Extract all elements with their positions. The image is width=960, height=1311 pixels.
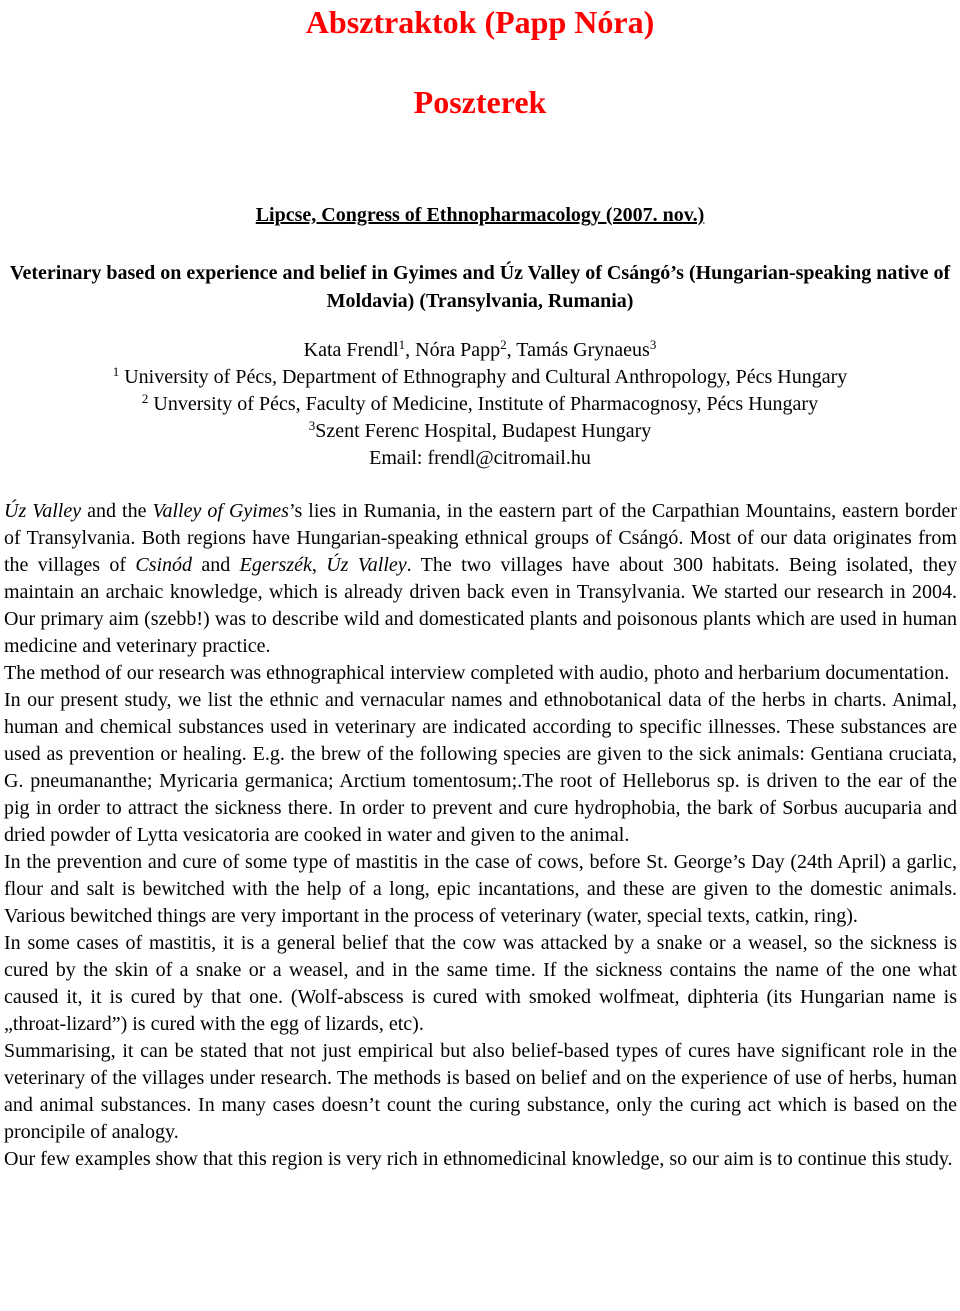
place-name: Egerszék bbox=[239, 554, 312, 576]
place-name: Úz Valley bbox=[326, 554, 407, 576]
affiliation-text: Szent Ferenc Hospital, Budapest Hungary bbox=[315, 420, 652, 442]
affiliation-line bbox=[0, 391, 960, 418]
place-name: Valley of Gyimes bbox=[152, 500, 289, 522]
place-name: Csinód bbox=[135, 554, 193, 576]
contact-email: Email: frendl@citromail.hu bbox=[369, 447, 591, 469]
abstract-paragraph: In some cases of mastitis, it is a general belief that the cow was attacked by a snake or a weasel, so the sickness is cured by the skin of a snake or a weasel, and in the same time. If the sickness contains the name of the one what caused it, it is cured by that one. (Wolf-abscess is cured with smoked wolfmeat, diphteria (its Hungarian name is „throat-lizard”) is cured with the egg of lizards, etc). bbox=[4, 932, 957, 1035]
conference-heading: Lipcse, Congress of Ethnopharmacology (2007. nov.) bbox=[255, 204, 705, 226]
abstract-body bbox=[4, 498, 957, 1173]
author-list: Kata Frendl$^1$, Nóra Papp$^2$, Tamás Grynaeus$^3$ bbox=[303, 337, 657, 361]
abstract-paragraph: Our few examples show that this region is very rich in ethnomedicinal knowledge, so our aim is to continue this study. bbox=[4, 1148, 953, 1170]
author-name: Tamás Grynaeus bbox=[516, 339, 650, 361]
poster-title: Veterinary based on experience and belief in Gyimes and Úz Valley of Csángó’s (Hungarian-speaking native of Moldavia) (Transylvania, Rumania) bbox=[9, 262, 951, 312]
abstract-paragraph bbox=[4, 498, 957, 660]
affiliation-line bbox=[0, 418, 960, 445]
paragraph-text: . The two villages have about 300 habitats. Being isolated, they maintain an archaic knowledge, which is already driven back even in Transylvania. We started our research in 2004. Our primary aim (szebb!) was to describe wild and domesticated plants and poisonous plants which are used in human medicine and veterinary practice. bbox=[4, 554, 957, 657]
author-affiliation-mark: 1 bbox=[398, 337, 406, 352]
affiliation-mark: 1 bbox=[112, 364, 120, 379]
affiliation-text: Unversity of Pécs, Faculty of Medicine, Institute of Pharmacognosy, Pécs Hungary bbox=[153, 393, 819, 415]
paragraph-text: and the bbox=[81, 500, 153, 522]
affiliation-line bbox=[0, 364, 960, 391]
affiliation-mark: 2 bbox=[141, 391, 149, 406]
paragraph-text: ’s lies in Rumania, in the eastern part of the Carpathian Mountains, eastern border of Transylvania. Both regions have Hungarian-speaking ethnical groups of Csángó. Most of our data originates from the villages of bbox=[4, 500, 958, 576]
paragraph-text: , bbox=[311, 554, 327, 576]
paragraph-text: and bbox=[192, 554, 240, 576]
author-name: Nóra Papp bbox=[415, 339, 501, 361]
abstract-paragraph: In our present study, we list the ethnic and vernacular names and ethnobotanical data of the herbs in charts. Animal, human and chemical substances used in veterinary are indicated according to specific illnesses. These substances are used as prevention or healing. E.g. the brew of the following species are given to the sick animals: Gentiana cruciata, G. pneumananthe; Myricaria germanica; Arctium tomentosum;.The root of Helleborus sp. is driven to the ear of the pig in order to attract the sickness there. In order to prevent and cure hydrophobia, the bark of Sorbus aucuparia and dried powder of Lytta vesicatoria are cooked in water and given to the animal. bbox=[4, 689, 957, 846]
affiliation-mark: 3 bbox=[308, 418, 316, 433]
author-affiliation-mark: 3 bbox=[649, 337, 657, 352]
affiliation-text: University of Pécs, Department of Ethnography and Cultural Anthropology, Pécs Hungary bbox=[124, 366, 848, 388]
document-title: Absztraktok (Papp Nóra) bbox=[305, 4, 655, 40]
author-affiliation-mark: 2 bbox=[500, 337, 507, 352]
section-title: Poszterek bbox=[413, 84, 547, 120]
abstract-paragraph: In the prevention and cure of some type of mastitis in the case of cows, before St. George’s Day (24th April) a garlic, flour and salt is bewitched with the help of a long, epic incantations, and these are given to the domestic animals. Various bewitched things are very important in the process of veterinary (water, special texts, catkin, ring). bbox=[4, 851, 957, 927]
place-name: Úz Valley bbox=[4, 500, 82, 522]
abstract-paragraph: Summarising, it can be stated that not just empirical but also belief-based types of cures have significant role in the veterinary of the villages under research. The methods is based on belief and on the experience of use of herbs, human and animal substances. In many cases doesn’t count the curing substance, only the curing act which is based on the proncipile of analogy. bbox=[4, 1040, 957, 1143]
author-name: Kata Frendl bbox=[303, 339, 399, 361]
abstract-paragraph: The method of our research was ethnographical interview completed with audio, photo and herbarium documentation. bbox=[4, 662, 950, 684]
